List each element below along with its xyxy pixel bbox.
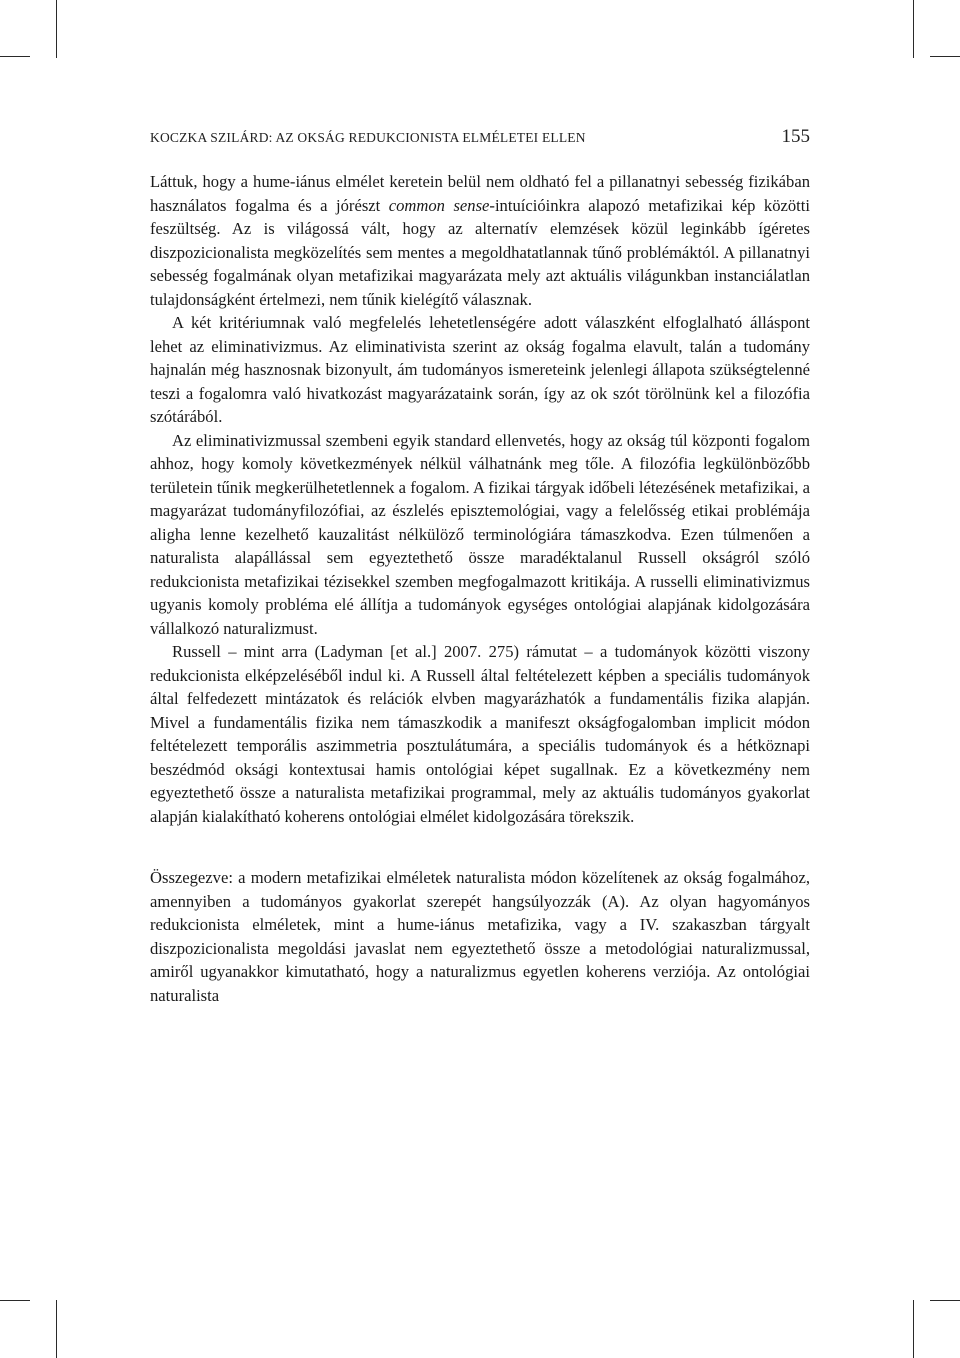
paragraph-5: Összegezve: a modern metafizikai elméletek naturalista módon közelítenek az okság fogalmához, amennyiben a tudományos gyakorlat szerepét hangsúlyozzák (A). Az olyan hagyományos redukcionista elméletek, mint a hume-iánus metafizika, vagy a IV. szakaszban tárgyalt diszpozicionalista megoldási javaslat nem egyeztethető össze a metodológiai naturalizmussal, amiről ugyanakkor kimutatható, hogy a naturalizmus egyetlen koherens verziója. Az ontológiai naturalista: [150, 868, 810, 1005]
running-head: KOCZKA SZILÁRD: AZ OKSÁG REDUKCIONISTA ELMÉLETEI ELLEN: [150, 130, 586, 145]
crop-mark-bottom-left: [56, 1300, 57, 1358]
paragraph-1-before: Láttuk, hogy a hume-iánus elmélet keretein belül nem oldható fel a pillanatnyi sebesség fizikában használatos fogalma és a jórészt: [150, 172, 810, 215]
paragraph-3: Az eliminativizmussal szembeni egyik standard ellenvetés, hogy az okság túl központi fogalom ahhoz, hogy komoly következmények nélkül válhatnánk meg tőle. A filozófia legkülönbözőbb területein tűnik megkerülhetetlennek a fogalom. A fizikai tárgyak időbeli létezésének metafizikai, a magyarázat tudományfilozófiai, az észlelés episztemológiai, vagy a felelősség etikai problémája aligha lenne kezelhető kauzalitást nélkülöző terminológiára támaszkodva. Ezen túlmenően a naturalista alapállással sem egyeztethető össze maradéktalanul Russell okságról szóló redukcionista metafizikai tézisekkel szemben megfogalmazott kritikája. A russelli eliminativizmus ugyanis komoly probléma elé állítja a tudományok egységes ontológiai alapjának kidolgozására vállalkozó naturalizmust.: [150, 430, 810, 638]
paragraph-2: A két kritériumnak való megfelelés lehetetlenségére adott válaszként elfoglalható álláspont lehet az eliminativizmus. Az eliminativista szerint az okság fogalma elavult, talán a tudomány hajnalán még hasznosnak bizonyult, ám tudományos ismereteink jelenlegi állapota szükségtelenné teszi a fogalomra való hivatkozást magyarázataink során, így az ok szót törölnünk kel a filozófia szótárából.: [150, 313, 810, 426]
paragraph-1: [150, 170, 810, 311]
crop-mark-top-right-horizontal: [930, 56, 960, 57]
crop-mark-top-left: [56, 0, 57, 58]
crop-mark-bottom-left-horizontal: [0, 1300, 30, 1301]
paragraph-4: Russell – mint arra (Ladyman [et al.] 2007. 275) rámutat – a tudományok közötti viszony redukcionista elképzeléséből indul ki. A Russell által feltételezett képben a speciális tudományok által felfedezett mintázatok és relációk elvben magyarázhatók a fundamentális fizika alapján. Mivel a fundamentális fizika nem támaszkodik a manifeszt okságfogalomban implicit módon feltételezett temporális aszimmetria posztulátumára, a speciális tudományok és a hétköznapi beszédmód oksági kontextusai hamis ontológiai képet sugallnak. Ez a következmény nem egyeztethető össze a naturalista metafizikai programmal, mely az aktuális tudományos gyakorlat alapján kialakítható koherens ontológiai elmélet kidolgozására törekszik.: [150, 642, 810, 826]
paragraph-1-after: -intuícióinkra alapozó metafizikai kép közötti feszültség. Az is világossá vált, hogy az alternatív elemzések közül leginkább ígéretes diszpozicionalista megközelítés sem mentes a megoldhatatlannak tűnő problémáktól. A pillanatnyi sebesség fogalmának olyan metafizikai magyarázata mely azt aktuális világunkban instanciálatlan tulajdonságként értelmezi, nem tűnik kielégítő válasznak.: [150, 195, 810, 309]
crop-mark-bottom-right: [913, 1300, 914, 1358]
page-header: [150, 122, 810, 146]
page-number: 155: [781, 126, 810, 147]
crop-mark-bottom-right-horizontal: [930, 1300, 960, 1301]
crop-mark-top-left-horizontal: [0, 56, 30, 57]
italic-term: common sense: [388, 195, 490, 215]
crop-mark-top-right: [913, 0, 914, 58]
body-text: [150, 170, 810, 1007]
